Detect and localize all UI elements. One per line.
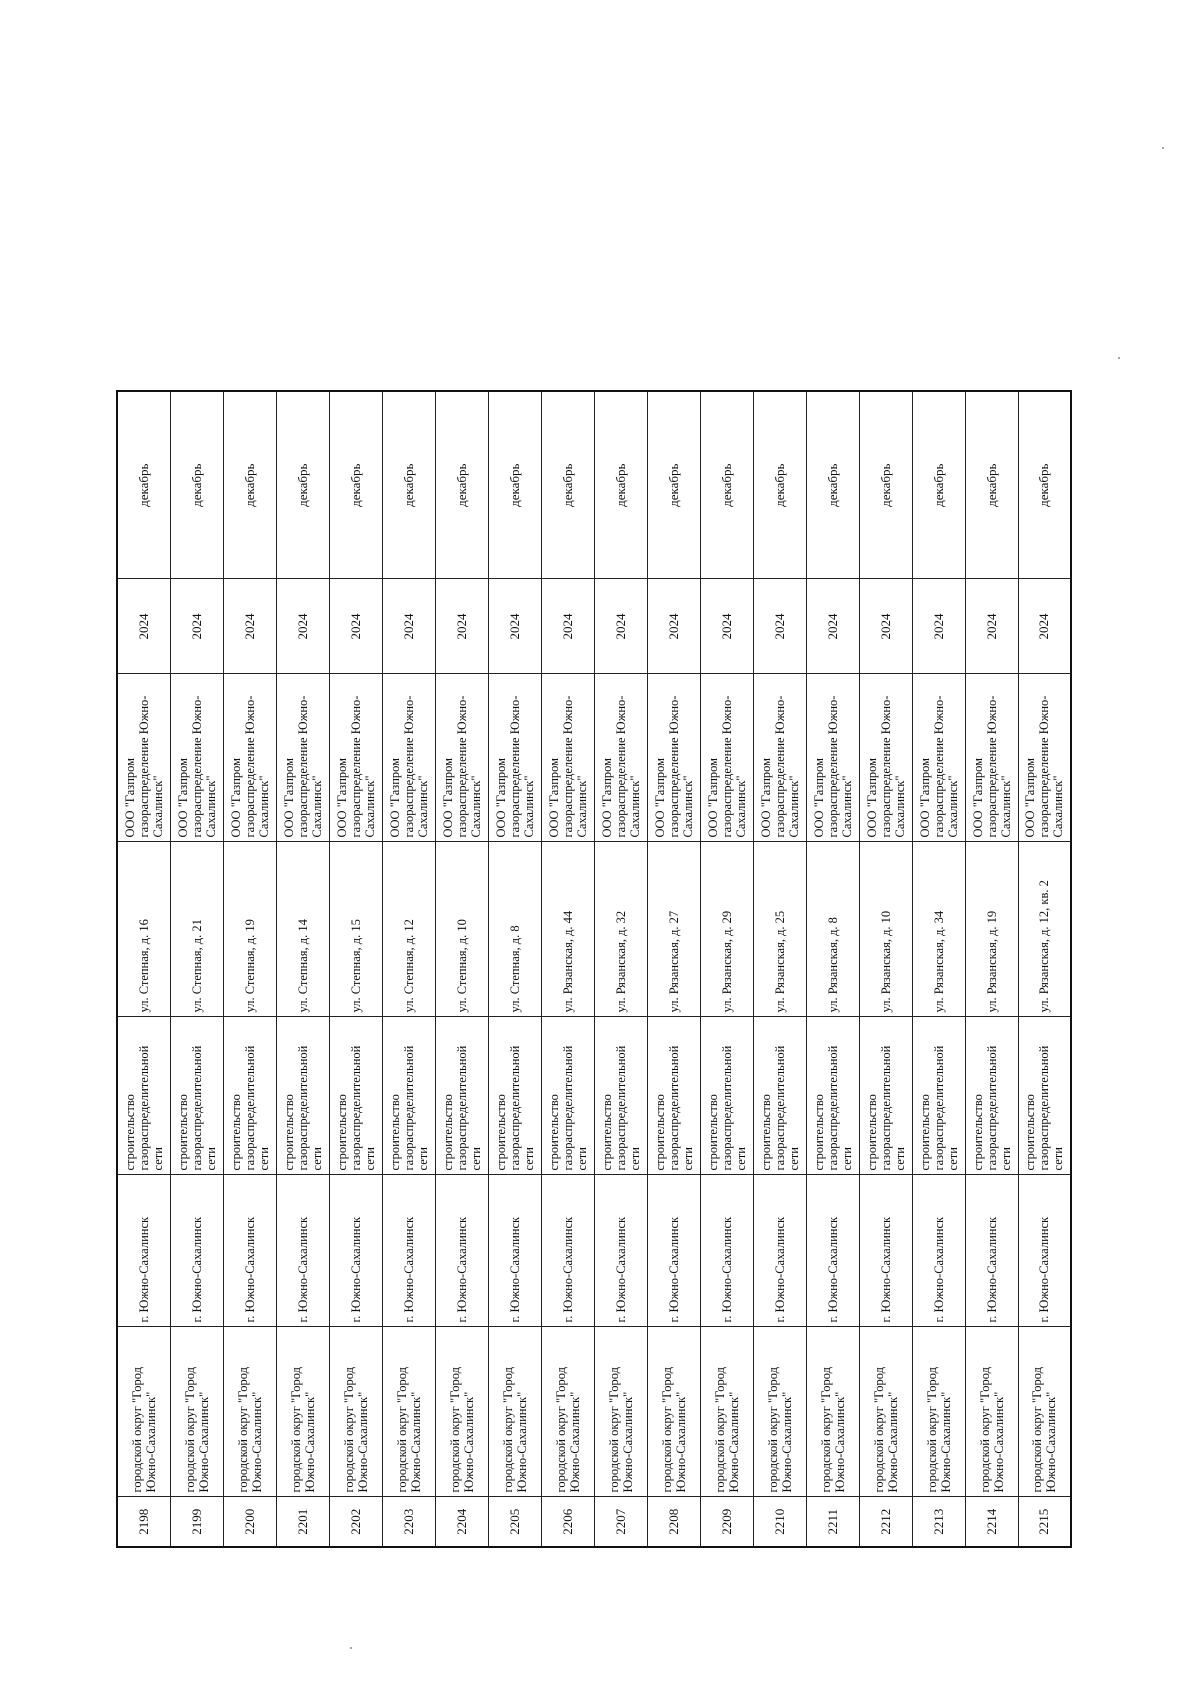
row-number-cell: 2214 (965, 1497, 1018, 1547)
settlement-cell: г. Южно-Сахалинск (329, 1175, 382, 1327)
settlement-cell: г. Южно-Сахалинск (1018, 1175, 1071, 1327)
contractor-cell: ООО "Газпром газораспределение Южно-Сахалинск" (859, 674, 912, 842)
work-type-cell: строительство газораспределительной сети (647, 1017, 700, 1175)
work-type-cell: строительство газораспределительной сети (382, 1017, 435, 1175)
year-cell: 2024 (647, 579, 700, 674)
municipality-cell: городской округ "Город Южно-Сахалинск" (859, 1327, 912, 1497)
municipality-cell: городской округ "Город Южно-Сахалинск" (223, 1327, 276, 1497)
year-cell: 2024 (382, 579, 435, 674)
work-type-cell: строительство газораспределительной сети (223, 1017, 276, 1175)
table-row (912, 391, 965, 1547)
year-cell: 2024 (170, 579, 223, 674)
contractor-cell: ООО "Газпром газораспределение Южно-Сахалинск" (223, 674, 276, 842)
year-cell: 2024 (1018, 579, 1071, 674)
contractor-cell: ООО "Газпром газораспределение Южно-Сахалинск" (435, 674, 488, 842)
settlement-cell: г. Южно-Сахалинск (700, 1175, 753, 1327)
work-type-cell: строительство газораспределительной сети (435, 1017, 488, 1175)
table-row (594, 391, 647, 1547)
year-cell: 2024 (541, 579, 594, 674)
table-row (223, 391, 276, 1547)
year-cell: 2024 (117, 579, 170, 674)
settlement-cell: г. Южно-Сахалинск (859, 1175, 912, 1327)
address-cell: ул. Степная, д. 8 (488, 842, 541, 1017)
settlement-cell: г. Южно-Сахалинск (912, 1175, 965, 1327)
table-row (329, 391, 382, 1547)
municipality-cell: городской округ "Город Южно-Сахалинск" (700, 1327, 753, 1497)
table-row (700, 391, 753, 1547)
table-row (170, 391, 223, 1547)
settlement-cell: г. Южно-Сахалинск (223, 1175, 276, 1327)
year-cell: 2024 (488, 579, 541, 674)
work-type-cell: строительство газораспределительной сети (859, 1017, 912, 1175)
contractor-cell: ООО "Газпром газораспределение Южно-Сахалинск" (329, 674, 382, 842)
table-row (859, 391, 912, 1547)
address-cell: ул. Рязанская, д. 32 (594, 842, 647, 1017)
table-row (117, 391, 170, 1547)
row-number-cell: 2202 (329, 1497, 382, 1547)
address-cell: ул. Степная, д. 16 (117, 842, 170, 1017)
work-type-cell: строительство газораспределительной сети (541, 1017, 594, 1175)
contractor-cell: ООО "Газпром газораспределение Южно-Сахалинск" (594, 674, 647, 842)
settlement-cell: г. Южно-Сахалинск (488, 1175, 541, 1327)
month-cell: декабрь (806, 391, 859, 579)
scan-speck (1118, 357, 1120, 359)
contractor-cell: ООО "Газпром газораспределение Южно-Сахалинск" (753, 674, 806, 842)
month-cell: декабрь (117, 391, 170, 579)
year-cell: 2024 (223, 579, 276, 674)
contractor-cell: ООО "Газпром газораспределение Южно-Сахалинск" (170, 674, 223, 842)
municipality-cell: городской округ "Город Южно-Сахалинск" (647, 1327, 700, 1497)
table-row (435, 391, 488, 1547)
row-number-cell: 2207 (594, 1497, 647, 1547)
work-type-cell: строительство газораспределительной сети (700, 1017, 753, 1175)
month-cell: декабрь (647, 391, 700, 579)
municipality-cell: городской округ "Город Южно-Сахалинск" (382, 1327, 435, 1497)
address-cell: ул. Рязанская, д. 12, кв. 2 (1018, 842, 1071, 1017)
work-type-cell: строительство газораспределительной сети (912, 1017, 965, 1175)
row-number-cell: 2210 (753, 1497, 806, 1547)
work-type-cell: строительство газораспределительной сети (965, 1017, 1018, 1175)
row-number-cell: 2203 (382, 1497, 435, 1547)
address-cell: ул. Степная, д. 21 (170, 842, 223, 1017)
settlement-cell: г. Южно-Сахалинск (435, 1175, 488, 1327)
municipality-cell: городской округ "Город Южно-Сахалинск" (541, 1327, 594, 1497)
table-row (382, 391, 435, 1547)
contractor-cell: ООО "Газпром газораспределение Южно-Сахалинск" (700, 674, 753, 842)
settlement-cell: г. Южно-Сахалинск (806, 1175, 859, 1327)
address-cell: ул. Степная, д. 10 (435, 842, 488, 1017)
municipality-cell: городской округ "Город Южно-Сахалинск" (594, 1327, 647, 1497)
address-cell: ул. Рязанская, д. 34 (912, 842, 965, 1017)
table-row (1018, 391, 1071, 1547)
address-cell: ул. Рязанская, д. 29 (700, 842, 753, 1017)
month-cell: декабрь (541, 391, 594, 579)
municipality-cell: городской округ "Город Южно-Сахалинск" (435, 1327, 488, 1497)
work-type-cell: строительство газораспределительной сети (170, 1017, 223, 1175)
month-cell: декабрь (276, 391, 329, 579)
year-cell: 2024 (965, 579, 1018, 674)
year-cell: 2024 (594, 579, 647, 674)
table-row (488, 391, 541, 1547)
month-cell: декабрь (1018, 391, 1071, 579)
month-cell: декабрь (859, 391, 912, 579)
contractor-cell: ООО "Газпром газораспределение Южно-Сахалинск" (382, 674, 435, 842)
settlement-cell: г. Южно-Сахалинск (541, 1175, 594, 1327)
settlement-cell: г. Южно-Сахалинск (647, 1175, 700, 1327)
row-number-cell: 2206 (541, 1497, 594, 1547)
row-number-cell: 2209 (700, 1497, 753, 1547)
contractor-cell: ООО "Газпром газораспределение Южно-Сахалинск" (806, 674, 859, 842)
month-cell: декабрь (435, 391, 488, 579)
month-cell: декабрь (753, 391, 806, 579)
row-number-cell: 2199 (170, 1497, 223, 1547)
table-row (647, 391, 700, 1547)
row-number-cell: 2201 (276, 1497, 329, 1547)
contractor-cell: ООО "Газпром газораспределение Южно-Сахалинск" (912, 674, 965, 842)
row-number-cell: 2215 (1018, 1497, 1071, 1547)
settlement-cell: г. Южно-Сахалинск (594, 1175, 647, 1327)
month-cell: декабрь (594, 391, 647, 579)
year-cell: 2024 (700, 579, 753, 674)
municipality-cell: городской округ "Город Южно-Сахалинск" (806, 1327, 859, 1497)
address-cell: ул. Рязанская, д. 19 (965, 842, 1018, 1017)
municipality-cell: городской округ "Город Южно-Сахалинск" (965, 1327, 1018, 1497)
contractor-cell: ООО "Газпром газораспределение Южно-Сахалинск" (965, 674, 1018, 842)
year-cell: 2024 (435, 579, 488, 674)
address-cell: ул. Рязанская, д. 44 (541, 842, 594, 1017)
municipality-cell: городской округ "Город Южно-Сахалинск" (912, 1327, 965, 1497)
address-cell: ул. Степная, д. 12 (382, 842, 435, 1017)
address-cell: ул. Степная, д. 15 (329, 842, 382, 1017)
address-cell: ул. Рязанская, д. 8 (806, 842, 859, 1017)
table-row (965, 391, 1018, 1547)
month-cell: декабрь (329, 391, 382, 579)
address-cell: ул. Степная, д. 19 (223, 842, 276, 1017)
contractor-cell: ООО "Газпром газораспределение Южно-Сахалинск" (276, 674, 329, 842)
contractor-cell: ООО "Газпром газораспределение Южно-Сахалинск" (117, 674, 170, 842)
month-cell: декабрь (382, 391, 435, 579)
month-cell: декабрь (965, 391, 1018, 579)
year-cell: 2024 (329, 579, 382, 674)
work-type-cell: строительство газораспределительной сети (276, 1017, 329, 1175)
municipality-cell: городской округ "Город Южно-Сахалинск" (170, 1327, 223, 1497)
row-number-cell: 2213 (912, 1497, 965, 1547)
contractor-cell: ООО "Газпром газораспределение Южно-Сахалинск" (488, 674, 541, 842)
address-cell: ул. Рязанская, д. 25 (753, 842, 806, 1017)
work-type-cell: строительство газораспределительной сети (806, 1017, 859, 1175)
contractor-cell: ООО "Газпром газораспределение Южно-Сахалинск" (1018, 674, 1071, 842)
table-body (117, 391, 1071, 1547)
year-cell: 2024 (753, 579, 806, 674)
gas-network-table (116, 390, 1072, 1548)
work-type-cell: строительство газораспределительной сети (1018, 1017, 1071, 1175)
work-type-cell: строительство газораспределительной сети (594, 1017, 647, 1175)
month-cell: декабрь (488, 391, 541, 579)
row-number-cell: 2204 (435, 1497, 488, 1547)
year-cell: 2024 (912, 579, 965, 674)
municipality-cell: городской округ "Город Южно-Сахалинск" (276, 1327, 329, 1497)
table-row (753, 391, 806, 1547)
table-row (276, 391, 329, 1547)
work-type-cell: строительство газораспределительной сети (753, 1017, 806, 1175)
work-type-cell: строительство газораспределительной сети (117, 1017, 170, 1175)
month-cell: декабрь (912, 391, 965, 579)
year-cell: 2024 (806, 579, 859, 674)
row-number-cell: 2205 (488, 1497, 541, 1547)
scan-speck (1162, 147, 1164, 149)
municipality-cell: городской округ "Город Южно-Сахалинск" (1018, 1327, 1071, 1497)
work-type-cell: строительство газораспределительной сети (488, 1017, 541, 1175)
settlement-cell: г. Южно-Сахалинск (965, 1175, 1018, 1327)
address-cell: ул. Рязанская, д. 27 (647, 842, 700, 1017)
municipality-cell: городской округ "Город Южно-Сахалинск" (753, 1327, 806, 1497)
settlement-cell: г. Южно-Сахалинск (382, 1175, 435, 1327)
municipality-cell: городской округ "Город Южно-Сахалинск" (329, 1327, 382, 1497)
year-cell: 2024 (859, 579, 912, 674)
settlement-cell: г. Южно-Сахалинск (753, 1175, 806, 1327)
rotated-table-area (116, 392, 1070, 1548)
month-cell: декабрь (223, 391, 276, 579)
table-row (541, 391, 594, 1547)
settlement-cell: г. Южно-Сахалинск (170, 1175, 223, 1327)
row-number-cell: 2212 (859, 1497, 912, 1547)
work-type-cell: строительство газораспределительной сети (329, 1017, 382, 1175)
municipality-cell: городской округ "Город Южно-Сахалинск" (117, 1327, 170, 1497)
month-cell: декабрь (170, 391, 223, 579)
row-number-cell: 2198 (117, 1497, 170, 1547)
table-row (806, 391, 859, 1547)
address-cell: ул. Рязанская, д. 10 (859, 842, 912, 1017)
month-cell: декабрь (700, 391, 753, 579)
address-cell: ул. Степная, д. 14 (276, 842, 329, 1017)
settlement-cell: г. Южно-Сахалинск (117, 1175, 170, 1327)
row-number-cell: 2211 (806, 1497, 859, 1547)
contractor-cell: ООО "Газпром газораспределение Южно-Сахалинск" (647, 674, 700, 842)
scan-speck (350, 1647, 352, 1649)
year-cell: 2024 (276, 579, 329, 674)
row-number-cell: 2200 (223, 1497, 276, 1547)
row-number-cell: 2208 (647, 1497, 700, 1547)
municipality-cell: городской округ "Город Южно-Сахалинск" (488, 1327, 541, 1497)
settlement-cell: г. Южно-Сахалинск (276, 1175, 329, 1327)
contractor-cell: ООО "Газпром газораспределение Южно-Сахалинск" (541, 674, 594, 842)
